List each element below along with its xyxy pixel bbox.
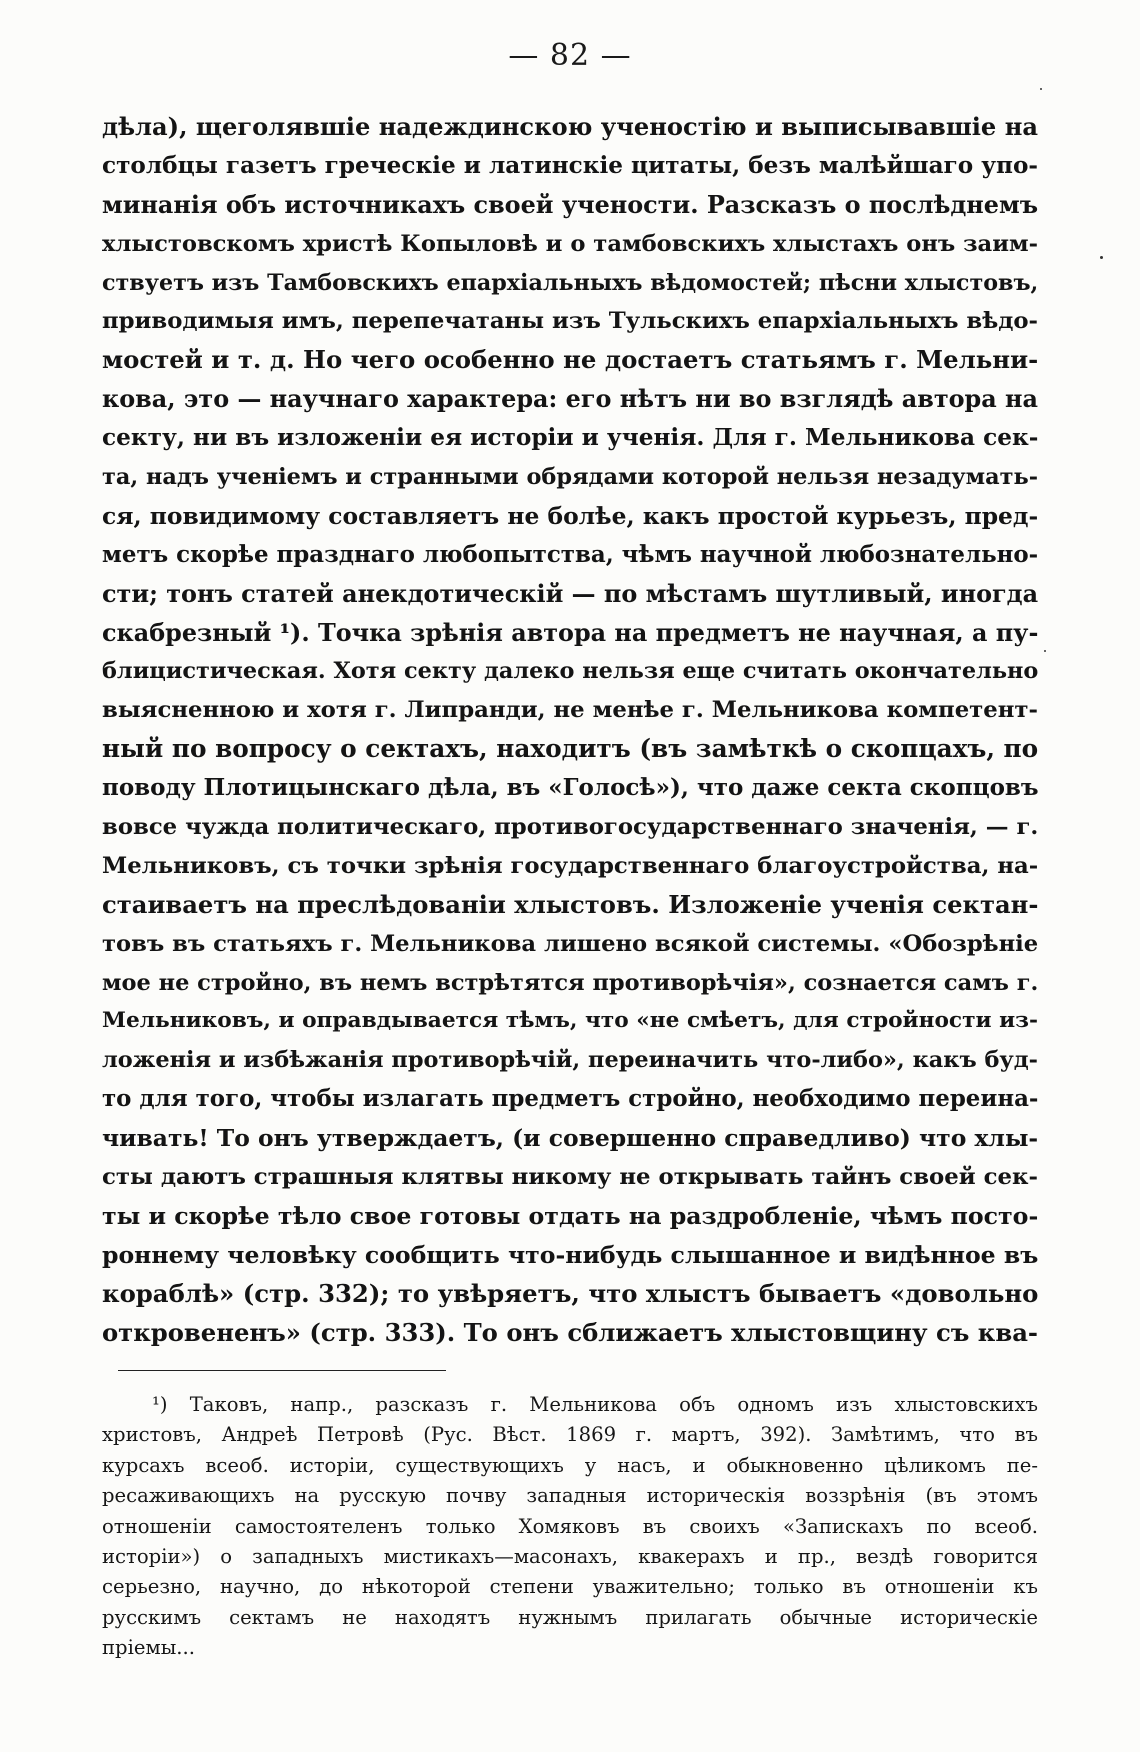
text-line: мое не стройно, въ немъ встрѣтятся противорѣчія», сознается самъ г. [102, 969, 1039, 996]
text-line: вовсе чужда политическаго, противогосударственнаго значенія, — г. [102, 814, 1039, 841]
text-line: откровененъ» (стр. 333). То онъ сближаетъ хлыстовщину съ ква- [102, 1317, 1038, 1347]
main-text-block [102, 108, 1038, 1353]
text-line: то для того, чтобы излагать предметъ стройно, необходимо переина- [102, 1086, 1039, 1113]
text-line: поводу Плотицынскаго дѣла, въ «Голосѣ»), что даже секта скопцовъ [102, 774, 1039, 802]
text-line: чивать! То онъ утверждаетъ, (и совершенно справедливо) что хлы- [102, 1124, 1039, 1153]
scan-speck [1100, 256, 1103, 259]
footnote-line: пріемы... [102, 1636, 195, 1660]
text-line: столбцы газетъ греческіе и латинскіе цитаты, безъ малѣйшаго упо- [102, 151, 1038, 179]
text-line: стаиваетъ на преслѣдованіи хлыстовъ. Изложеніе ученія сектан- [102, 889, 1039, 919]
footnote-line: серьезно, научно, до нѣкоторой степени уважительно; только въ отношеніи къ [102, 1575, 1038, 1599]
footnote-line: ресаживающихъ на русскую почву западныя историческія воззрѣнія (въ этомъ [102, 1484, 1038, 1508]
text-line: сти; тонъ статей анекдотическій — по мѣстамъ шутливый, иногда [102, 579, 1039, 608]
footnote-line: ¹) Таковъ, напр., разсказъ г. Мельникова объ одномъ изъ хлыстовскихъ [152, 1393, 1038, 1416]
scan-speck [1044, 650, 1046, 652]
scan-speck [1040, 88, 1042, 90]
text-line: скабрезный ¹). Точка зрѣнія автора на предметъ не научная, а пу- [102, 618, 1039, 647]
text-line: мостей и т. д. Но чего особенно не достаетъ статьямъ г. Мельни- [102, 345, 1039, 375]
text-line: товъ въ статьяхъ г. Мельникова лишено всякой системы. «Обозрѣніе [102, 930, 1039, 957]
text-line: кораблѣ» (стр. 332); то увѣряетъ, что хлыстъ бываетъ «довольно [102, 1278, 1039, 1308]
text-line: Мельниковъ, и оправдывается тѣмъ, что «не смѣетъ, для стройности из- [102, 1008, 1038, 1034]
page-number: — 82 — [508, 38, 632, 73]
text-line: сты даютъ страшныя клятвы никому не открывать тайнъ своей сек- [102, 1164, 1038, 1191]
text-line: приводимыя имъ, перепечатаны изъ Тульскихъ епархіальныхъ вѣдо- [102, 308, 1038, 335]
text-line: выясненною и хотя г. Липранди, не менѣе г. Мельникова компетент- [102, 697, 1038, 724]
text-line: ты и скорѣе тѣло свое готовы отдать на раздробленіе, чѣмъ посто- [102, 1201, 1039, 1230]
footnote-divider [118, 1370, 446, 1371]
footnote-line: русскимъ сектамъ не находятъ нужнымъ прилагать обычные историческіе [102, 1605, 1038, 1629]
text-line: ствуетъ изъ Тамбовскихъ епархіальныхъ вѣдомостей; пѣсни хлыстовъ, [102, 269, 1039, 296]
text-line: секту, ни въ изложеніи ея исторіи и ученія. Для г. Мельникова сек- [102, 424, 1039, 452]
text-line: хлыстовскомъ христѣ Копыловѣ и о тамбовскихъ хлыстахъ онъ заим- [102, 230, 1038, 257]
footnote-line: отношеніи самостоятеленъ только Хомяковъ въ своихъ «Запискахъ по всеоб. [102, 1514, 1038, 1538]
text-line: та, надъ ученіемъ и странными обрядами которой нельзя незадумать- [102, 464, 1038, 491]
text-line: ся, повидимому составляетъ не болѣе, какъ простой курьезъ, пред- [102, 501, 1039, 530]
text-line: ложенія и избѣжанія противорѣчій, переиначить что-либо», какъ буд- [102, 1047, 1038, 1074]
footnote-line: исторіи») о западныхъ мистикахъ—масонахъ, квакерахъ и пр., вездѣ говорится [102, 1544, 1038, 1568]
footnote-block [102, 1390, 1038, 1664]
text-line: блицистическая. Хотя секту далеко нельзя еще считать окончательно [102, 658, 1039, 685]
text-line: метъ скорѣе празднаго любопытства, чѣмъ научной любознательно- [102, 540, 1039, 568]
text-line: кова, это — научнаго характера: его нѣтъ ни во взглядѣ автора на [102, 385, 1038, 414]
text-line: ный по вопросу о сектахъ, находитъ (въ замѣткѣ о скопцахъ, по [102, 734, 1039, 764]
footnote-line: христовъ, Андреѣ Петровѣ (Рус. Вѣст. 1869 г. мартъ, 392). Замѣтимъ, что въ [102, 1423, 1038, 1447]
text-line: Мельниковъ, съ точки зрѣнія государственнаго благоустройства, на- [102, 852, 1039, 879]
text-line: дѣла), щеголявшіе надеждинскою ученостію и выписывавшіе на [102, 112, 1038, 141]
footnote-line: курсахъ всеоб. исторіи, существующихъ у насъ, и обыкновенно цѣликомъ пе- [102, 1453, 1038, 1477]
text-line: роннему человѣку сообщить что-нибудь слышанное и видѣнное въ [102, 1240, 1039, 1269]
text-line: минанія объ источникахъ своей учености. Разсказъ о послѣднемъ [102, 190, 1039, 219]
